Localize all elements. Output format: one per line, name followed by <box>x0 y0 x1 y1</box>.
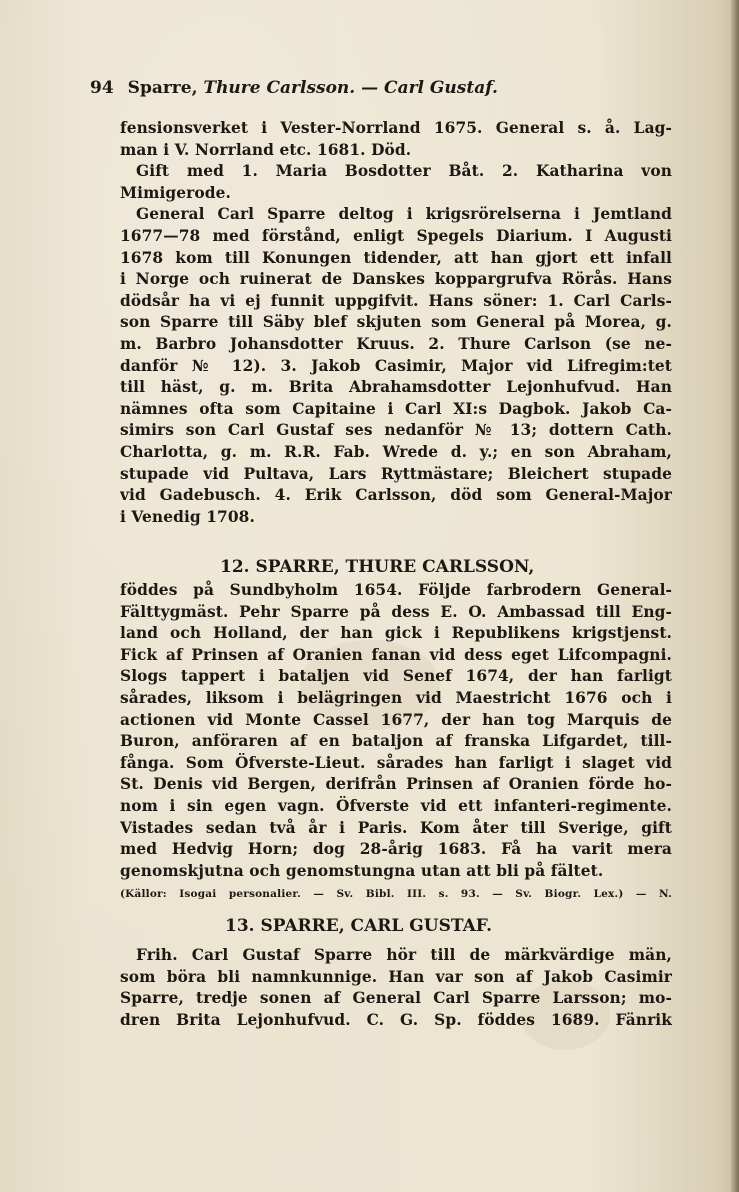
text-line: stupade vid Pultava, Lars Ryttmästare; Bleichert stupade <box>120 464 672 483</box>
text-line: simirs son Carl Gustaf ses nedanför № 13; dottern Cath. <box>120 421 672 440</box>
text-line: i Venedig 1708. <box>120 507 255 526</box>
section-heading-13: 13. SPARRE, CARL GUSTAF. <box>225 916 493 936</box>
paragraph-continuation <box>120 118 672 528</box>
text-line: till häst, g. m. Brita Abrahamsdotter Lejonhufvud. Han <box>120 378 672 397</box>
text-line: dödsår ha vi ej funnit uppgifvit. Hans söner: 1. Carl Carls- <box>120 291 672 310</box>
text-line: fånga. Som Öfverste-Lieut. sårades han farligt i slaget vid <box>120 753 672 772</box>
text-line: Vistades sedan två år i Paris. Kom åter till Sverige, gift <box>120 818 672 837</box>
text-line: St. Denis vid Bergen, derifrån Prinsen af Oranien förde ho- <box>120 775 672 794</box>
text-line: Mimigerode. <box>120 183 231 202</box>
text-line: 1677—78 med förstånd, enligt Spegels Diarium. I Augusti <box>120 226 672 245</box>
text-line: nom i sin egen vagn. Öfverste vid ett infanteri-regimente. <box>120 796 672 815</box>
running-title-italic: Thure Carlsson. — Carl Gustaf. <box>203 78 498 98</box>
section-13-body <box>120 945 672 1031</box>
text-line: Fick af Prinsen af Oranien fanan vid dess eget Lifcompagni. <box>120 645 672 664</box>
running-header <box>90 78 650 98</box>
text-line: man i V. Norrland etc. 1681. Död. <box>120 140 412 159</box>
text-line: genomskjutna och genomstungna utan att bli på fältet. <box>120 861 604 880</box>
text-line: som böra bli namnkunnige. Han var son af Jakob Casimir <box>120 967 672 986</box>
text-line: dren Brita Lejonhufvud. C. G. Sp. föddes 1689. Fänrik <box>120 1010 672 1029</box>
text-line: föddes på Sundbyholm 1654. Följde farbrodern General- <box>120 581 672 599</box>
section-heading-12: 12. SPARRE, THURE CARLSSON, <box>220 557 535 577</box>
page-number: 94 <box>90 78 114 98</box>
page-edge <box>731 0 739 1192</box>
text-line: Buron, anföraren af en bataljon af franska Lifgardet, till- <box>120 732 672 751</box>
text-line: sårades, liksom i belägringen vid Maestricht 1676 och i <box>120 688 672 707</box>
text-line: actionen vid Monte Cassel 1677, der han tog Marquis de <box>120 710 672 729</box>
text-line: Charlotta, g. m. R.R. Fab. Wrede d. y.; en son Abraham, <box>120 442 672 461</box>
text-line: i Norge och ruinerat de Danskes koppargrufva Rörås. Hans <box>120 270 672 289</box>
text-line: General Carl Sparre deltog i krigsrörelserna i Jemtland <box>136 205 672 224</box>
text-line: m. Barbro Johansdotter Kruus. 2. Thure Carlson (se ne- <box>120 334 672 353</box>
running-title: Sparre, <box>127 78 204 98</box>
text-line: Frih. Carl Gustaf Sparre hör till de märkvärdige män, <box>136 946 672 964</box>
text-line: Fälttygmäst. Pehr Sparre på dess E. O. Ambassad till Eng- <box>120 602 672 621</box>
text-line: fensionsverket i Vester-Norrland 1675. General s. å. Lag- <box>120 119 672 137</box>
sources-line <box>120 884 672 906</box>
text-line: Gift med 1. Maria Bosdotter Båt. 2. Katharina von <box>136 162 672 181</box>
section-12-body <box>120 580 672 906</box>
text-line: Slogs tappert i bataljen vid Senef 1674, der han farligt <box>120 667 672 686</box>
sources-signature: — N. <box>635 888 672 901</box>
text-line: 1678 kom till Konungen tidender, att han gjort ett infall <box>120 248 672 267</box>
text-line: son Sparre till Säby blef skjuten som General på Morea, g. <box>120 313 672 332</box>
sources-citation: (Källor: Isogai personalier. — Sv. Bibl. III. s. 93. — Sv. Biogr. Lex.) <box>120 888 624 901</box>
text-line: Sparre, tredje sonen af General Carl Sparre Larsson; mo- <box>120 989 672 1008</box>
text-line: danför № 12). 3. Jakob Casimir, Major vid Lifregim:tet <box>120 356 672 375</box>
text-line: land och Holland, der han gick i Republikens krigstjenst. <box>120 624 672 643</box>
text-line: vid Gadebusch. 4. Erik Carlsson, död som General-Major <box>120 486 672 505</box>
text-line: nämnes ofta som Capitaine i Carl XI:s Dagbok. Jakob Ca- <box>120 399 672 418</box>
text-line: med Hedvig Horn; dog 28-årig 1683. Få ha varit mera <box>120 840 672 859</box>
